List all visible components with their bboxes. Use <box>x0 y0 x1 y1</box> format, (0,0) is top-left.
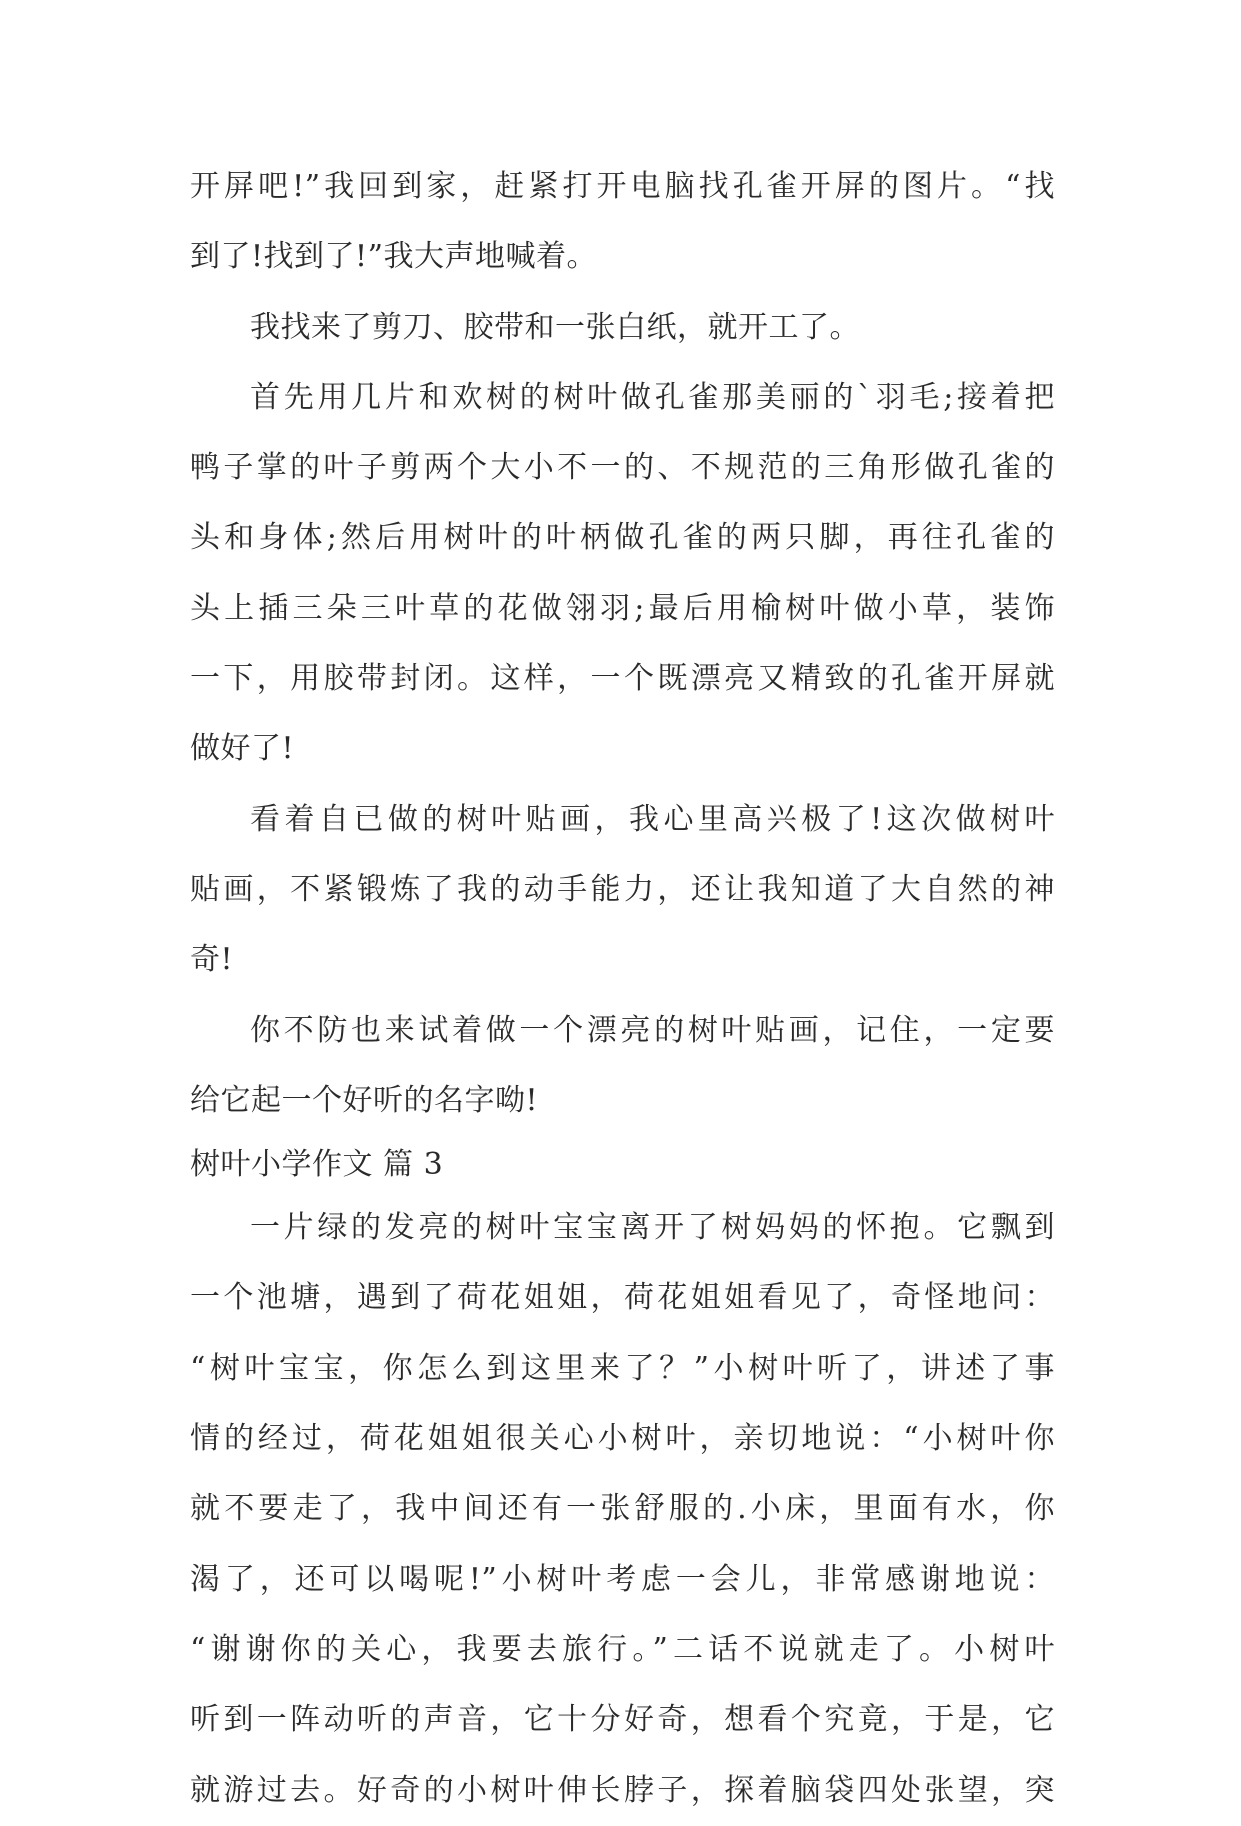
text-line: 我找来了剪刀、胶带和一张白纸，就开工了。 <box>250 309 860 345</box>
text-line: 头和身体;然后用树叶的叶柄做孔雀的两只脚，再往孔雀的 <box>190 520 1055 556</box>
text-line: 一个池塘，遇到了荷花姐姐，荷花姐姐看见了，奇怪地问： <box>190 1280 1055 1316</box>
text-line: 做好了! <box>190 731 295 767</box>
text-line: 给它起一个好听的名字呦! <box>190 1082 539 1118</box>
text-line: 就不要走了，我中间还有一张舒服的.小床，里面有水，你 <box>190 1491 1055 1527</box>
text-line: 贴画，不紧锻炼了我的动手能力，还让我知道了大自然的神 <box>190 871 1055 907</box>
text-line: 你不防也来试着做一个漂亮的树叶贴画，记住，一定要 <box>250 1012 1055 1048</box>
text-line: 鸭子掌的叶子剪两个大小不一的、不规范的三角形做孔雀的 <box>190 450 1055 486</box>
text-line: 听到一阵动听的声音，它十分好奇，想看个究竟，于是，它 <box>190 1702 1055 1738</box>
text-line: 奇! <box>190 942 234 978</box>
text-line: 就游过去。好奇的小树叶伸长脖子，探着脑袋四处张望，突 <box>190 1772 1055 1808</box>
body-text <box>190 152 1055 1826</box>
text-line: 情的经过，荷花姐姐很关心小树叶，亲切地说：“小树叶你 <box>190 1421 1055 1457</box>
text-line: 开屏吧!”我回到家，赶紧打开电脑找孔雀开屏的图片。“找 <box>190 169 1055 204</box>
section-heading: 树叶小学作文 篇 3 <box>190 1147 444 1183</box>
text-line: 看着自已做的树叶贴画，我心里高兴极了!这次做树叶 <box>250 801 1055 837</box>
text-line: “树叶宝宝，你怎么到这里来了？”小树叶听了，讲述了事 <box>190 1350 1055 1386</box>
text-line: 一下，用胶带封闭。这样，一个既漂亮又精致的孔雀开屏就 <box>190 661 1055 697</box>
text-line: “谢谢你的关心，我要去旅行。”二话不说就走了。小树叶 <box>190 1631 1055 1667</box>
text-line: 一片绿的发亮的树叶宝宝离开了树妈妈的怀抱。它飘到 <box>250 1210 1055 1246</box>
text-line: 到了!找到了!”我大声地喊着。 <box>190 239 597 275</box>
text-line: 渴了，还可以喝呢!”小树叶考虑一会儿，非常感谢地说： <box>190 1561 1055 1597</box>
text-line: 首先用几片和欢树的树叶做孔雀那美丽的`羽毛;接着把 <box>250 379 1055 415</box>
text-line: 头上插三朵三叶草的花做翎羽;最后用榆树叶做小草，装饰 <box>190 590 1055 626</box>
